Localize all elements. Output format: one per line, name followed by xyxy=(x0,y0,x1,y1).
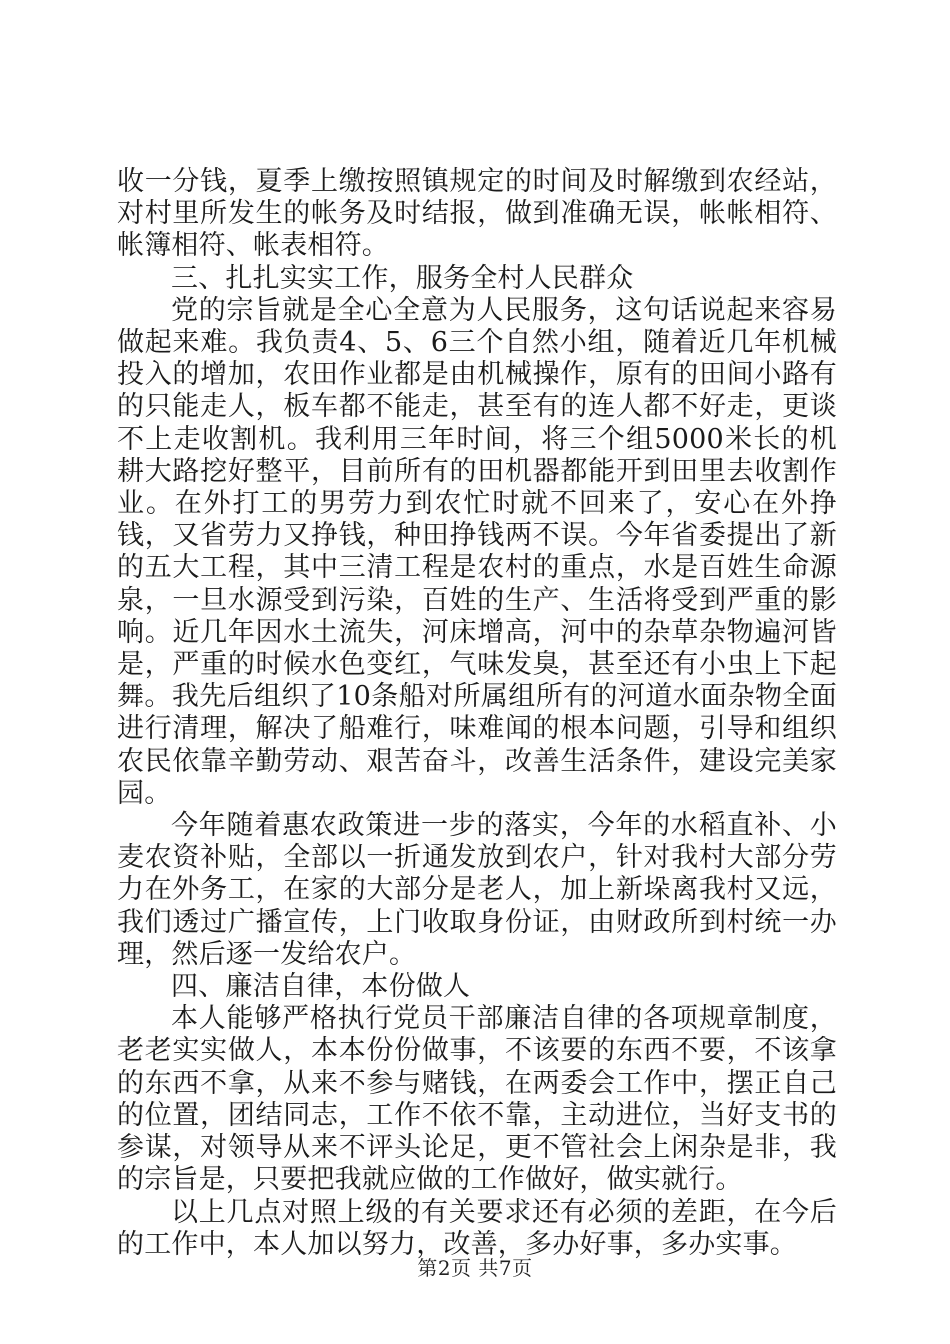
paragraph-conclusion: 以上几点对照上级的有关要求还有必须的差距，在今后的工作中，本人加以努力，改善，多办好事，多办实事。 xyxy=(117,1196,837,1260)
paragraph-subsidy: 今年随着惠农政策进一步的落实，今年的水稻直补、小麦农资补贴，全部以一折通发放到农户，针对我村大部分劳力在外务工，在家的大部分是老人，加上新垛离我村又远，我们透过广播宣传，上门收取身份证，由财政所到村统一办理，然后逐一发给农户。 xyxy=(117,810,837,970)
page-number-footer: 第2页 共7页 xyxy=(417,1256,533,1280)
paragraph-continuation: 收一分钱，夏季上缴按照镇规定的时间及时解缴到农经站，对村里所发生的帐务及时结报，做到准确无误，帐帐相符、帐簿相符、帐表相符。 xyxy=(117,166,837,262)
paragraph-service: 党的宗旨就是全心全意为人民服务，这句话说起来容易做起来难。我负责4、5、6三个自然小组，随着近几年机械投入的增加，农田作业都是由机械操作，原有的田间小路有的只能走人，板车都不能走，甚至有的连人都不好走，更谈不上走收割机。我利用三年时间，将三个组5000米长的机耕大路挖好整平，目前所有的田机器都能开到田里去收割作业。在外打工的男劳力到农忙时就不回来了，安心在外挣钱，又省劳力又挣钱，种田挣钱两不误。今年省委提出了新的五大工程，其中三清工程是农村的重点，水是百姓生命源泉，一旦水源受到污染，百姓的生产、生活将受到严重的影响。近几年因水土流失，河床增高，河中的杂草杂物遍河皆是，严重的时候水色变红，气味发臭，甚至还有小虫上下起舞。我先后组织了10条船对所属组所有的河道水面杂物全面进行清理，解决了船难行，味难闻的根本问题，引导和组织农民依靠辛勤劳动、艰苦奋斗，改善生活条件，建设完美家园。 xyxy=(117,294,837,809)
section-heading-4: 四、廉洁自律，本份做人 xyxy=(171,971,471,1003)
paragraph-integrity: 本人能够严格执行党员干部廉洁自律的各项规章制度，老老实实做人，本本份份做事，不该要的东西不要，不该拿的东西不拿，从来不参与赌钱，在两委会工作中，摆正自己的位置，团结同志，工作不依不靠，主动进位，当好支书的参谋，对领导从来不评头论足，更不管社会上闲杂是非，我的宗旨是，只要把我就应做的工作做好，做实就行。 xyxy=(117,1003,837,1196)
section-heading-3: 三、扎扎实实工作，服务全村人民群众 xyxy=(171,262,634,294)
document-body xyxy=(117,166,837,1261)
